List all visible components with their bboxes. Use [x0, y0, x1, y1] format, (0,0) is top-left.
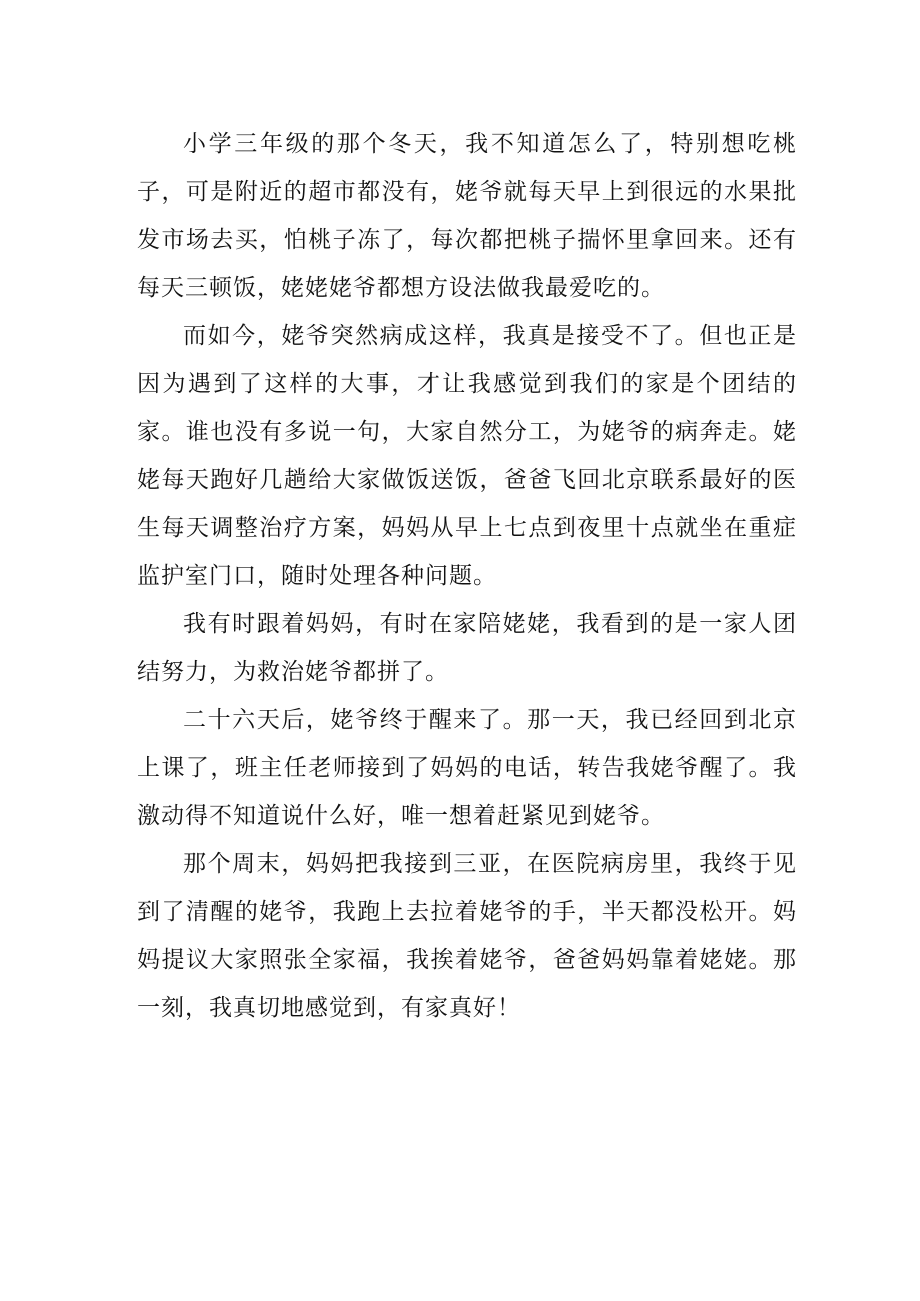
paragraph-reunion: 那个周末，妈妈把我接到三亚，在医院病房里，我终于见到了清醒的姥爷，我跑上去拉着姥爷的手，半天都没松开。妈妈提议大家照张全家福，我挨着姥爷，爸爸妈妈靠着姥姥。那一刻，我真切地感觉到，有家真好！ — [137, 851, 797, 1021]
paragraph-family-effort: 我有时跟着妈妈，有时在家陪姥姥，我看到的是一家人团结努力，为救治姥爷都拼了。 — [137, 611, 797, 685]
document-page — [137, 120, 797, 1032]
paragraph-illness: 而如今，姥爷突然病成这样，我真是接受不了。但也正是因为遇到了这样的大事，才让我感觉到我们的家是个团结的家。谁也没有多说一句，大家自然分工，为姥爷的病奔走。姥姥每天跑好几趟给大家做饭送饭，爸爸飞回北京联系最好的医生每天调整治疗方案，妈妈从早上七点到夜里十点就坐在重症监护室门口，随时处理各种问题。 — [137, 323, 797, 589]
paragraph-peaches: 小学三年级的那个冬天，我不知道怎么了，特别想吃桃子，可是附近的超市都没有，姥爷就每天早上到很远的水果批发市场去买，怕桃子冻了，每次都把桃子揣怀里拿回来。还有每天三顿饭，姥姥姥爷都想方设法做我最爱吃的。 — [137, 131, 797, 301]
paragraph-awakening: 二十六天后，姥爷终于醒来了。那一天，我已经回到北京上课了，班主任老师接到了妈妈的电话，转告我姥爷醒了。我激动得不知道说什么好，唯一想着赶紧见到姥爷。 — [137, 707, 797, 829]
